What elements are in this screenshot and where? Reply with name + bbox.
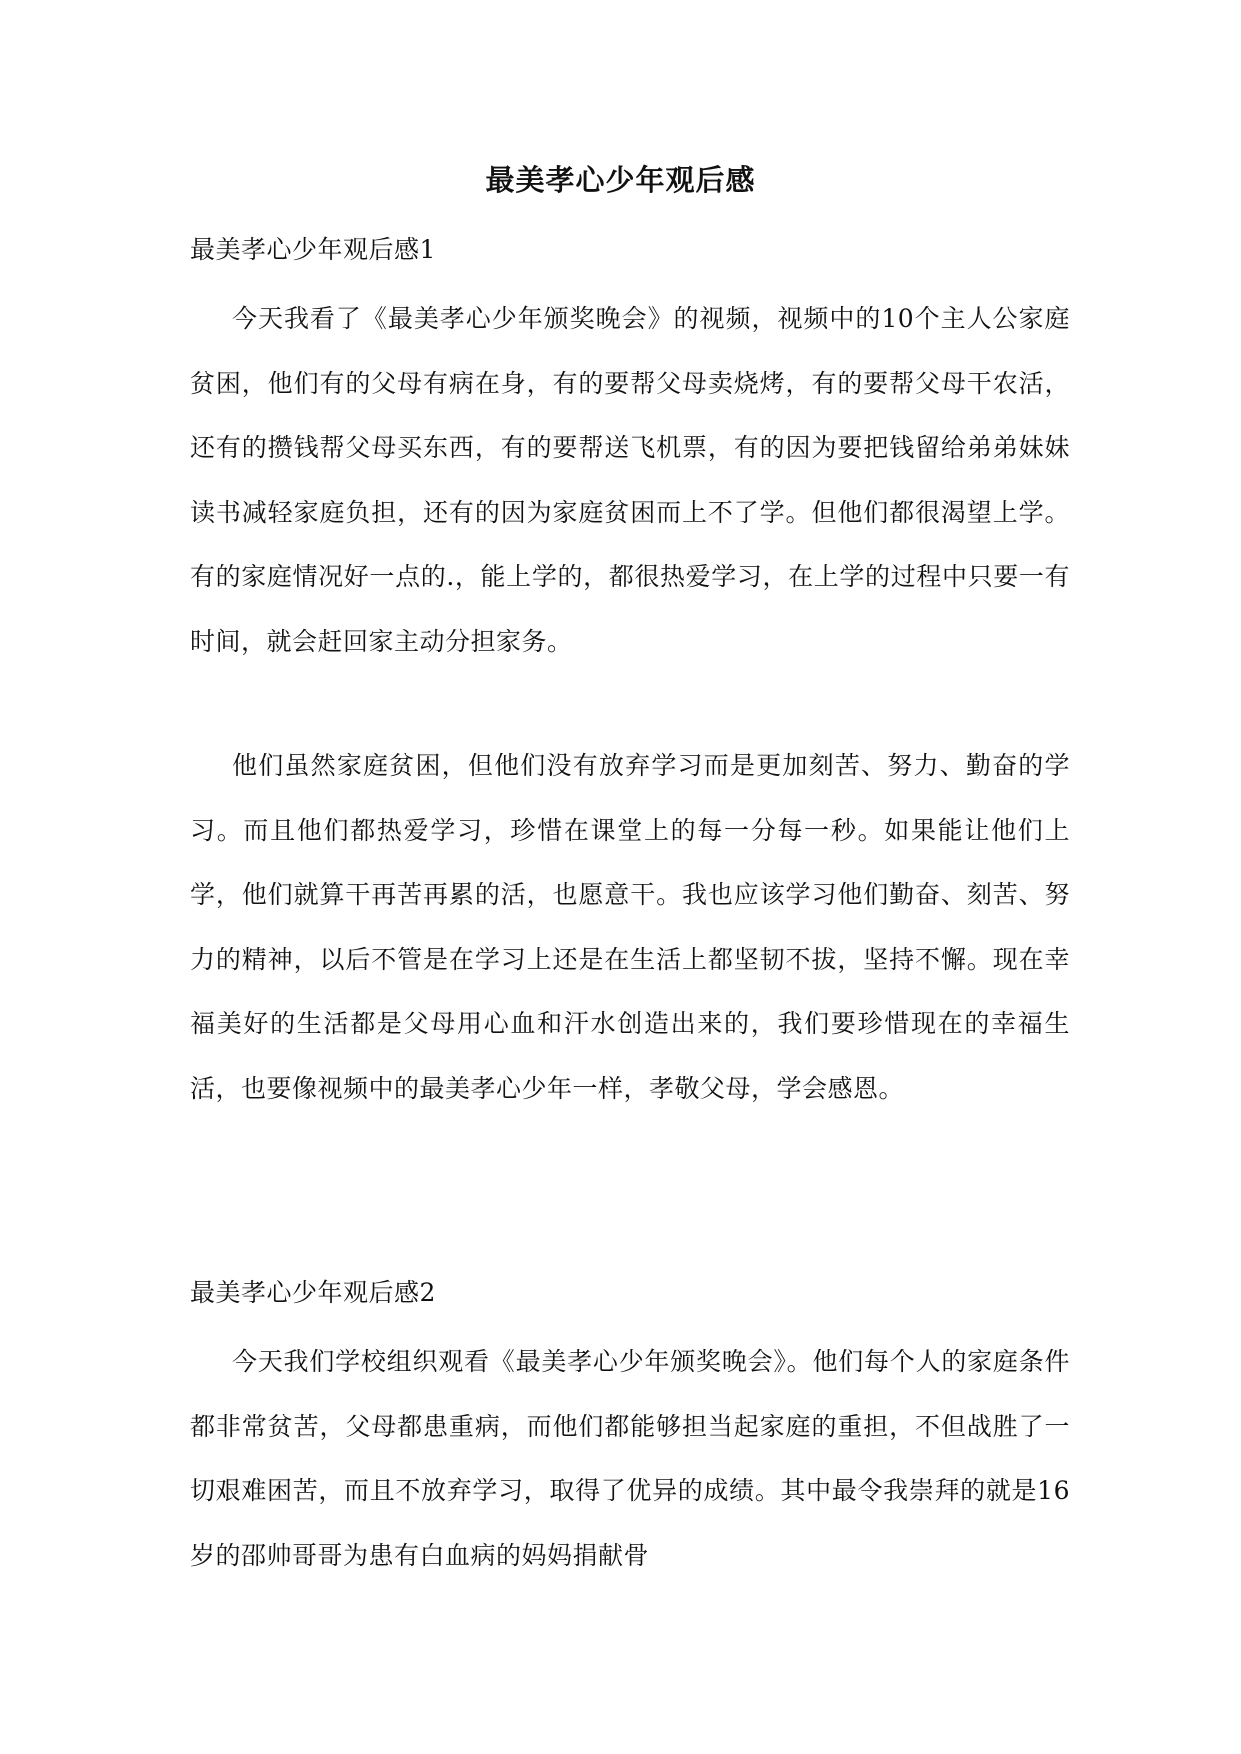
section-1-paragraph-1: 今天我看了《最美孝心少年颁奖晚会》的视频，视频中的10个主人公家庭贫困，他们有的父母有病在身，有的要帮父母卖烧烤，有的要帮父母干农活，还有的攒钱帮父母买东西，有的要帮送飞机票，有的因为要把钱留给弟弟妹妹读书减轻家庭负担，还有的因为家庭贫困而上不了学。但他们都很渴望上学。有的家庭情况好一点的.，能上学的，都很热爱学习，在上学的过程中只要一有时间，就会赶回家主动分担家务。: [190, 304, 1070, 656]
section-heading-2: 最美孝心少年观后感2: [190, 1278, 436, 1307]
section-1-paragraph-2: 他们虽然家庭贫困，但他们没有放弃学习而是更加刻苦、努力、勤奋的学习。而且他们都热爱学习，珍惜在课堂上的每一分每一秒。如果能让他们上学，他们就算干再苦再累的活，也愿意干。我也应该学习他们勤奋、刻苦、努力的精神，以后不管是在学习上还是在生活上都坚韧不拔，坚持不懈。现在幸福美好的生活都是父母用心血和汗水创造出来的，我们要珍惜现在的幸福生活，也要像视频中的最美孝心少年一样，孝敬父母，学会感恩。: [190, 751, 1070, 1103]
section-heading-1: 最美孝心少年观后感1: [190, 235, 436, 264]
document-title: 最美孝心少年观后感: [485, 163, 756, 197]
section-2-paragraph-1: 今天我们学校组织观看《最美孝心少年颁奖晚会》。他们每个人的家庭条件都非常贫苦，父母都患重病，而他们都能够担当起家庭的重担，不但战胜了一切艰难困苦，而且不放弃学习，取得了优异的成绩。其中最令我崇拜的就是16岁的邵帅哥哥为患有白血病的妈妈捐献骨: [190, 1347, 1070, 1570]
